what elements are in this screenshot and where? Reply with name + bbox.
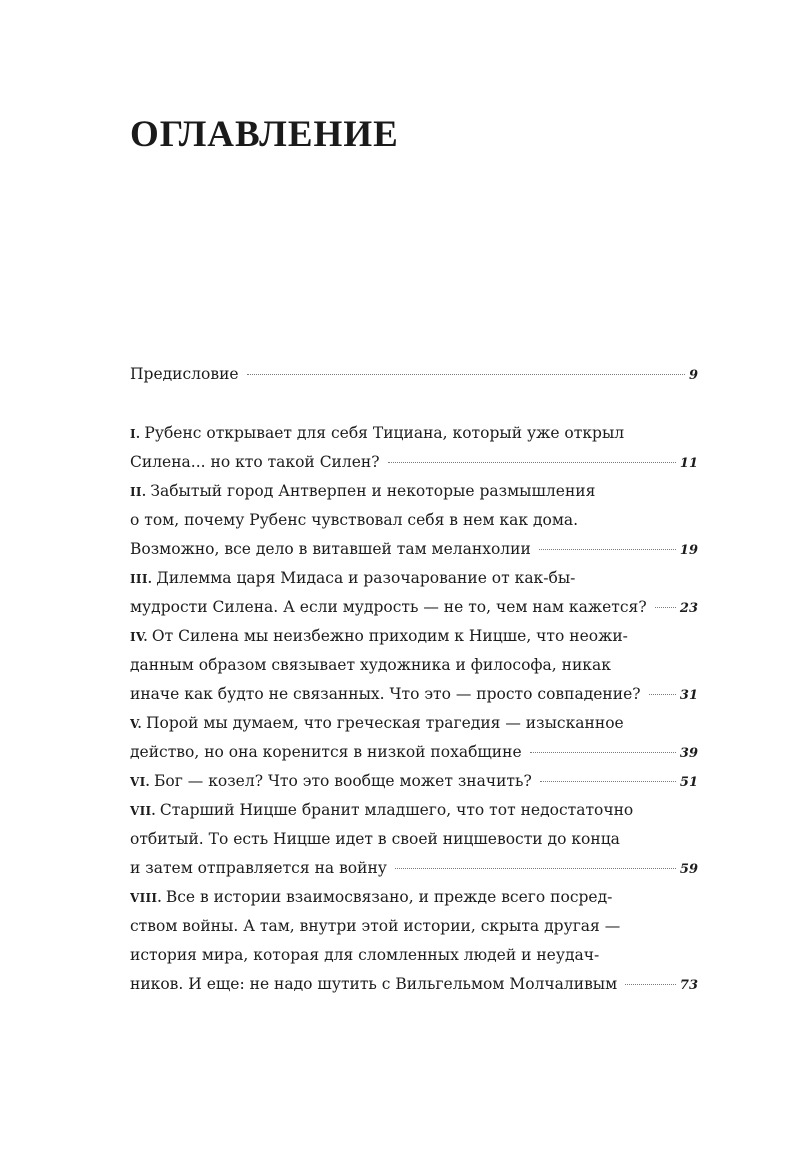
dot-leader — [247, 373, 685, 375]
toc-entry-text: действо, но она коренится в низкой похабщине — [130, 743, 522, 761]
toc-entry-line — [130, 479, 698, 503]
toc-entry-text: и затем отправляется на войну — [130, 859, 387, 877]
page-number: 23 — [679, 601, 698, 616]
toc-entry-line — [130, 711, 698, 735]
dot-leader — [625, 983, 676, 985]
chapter-number: II. — [130, 485, 147, 499]
toc-entry-line — [130, 914, 698, 938]
toc-entry-line — [130, 885, 698, 909]
toc-entry-text-content: Бог — козел? Что это вообще может значить? — [154, 772, 532, 790]
page-number: 31 — [679, 688, 698, 703]
dot-leader — [395, 867, 676, 869]
toc-entry-line — [130, 566, 698, 590]
toc-entry-text: Дилемма царя Мидаса и разочарование от как-бы- — [156, 569, 576, 587]
chapter-number: III. — [130, 572, 153, 586]
toc-entry-chapter-4[interactable] — [130, 682, 698, 706]
toc-entry-line — [130, 421, 698, 445]
toc-entry-line — [130, 624, 698, 648]
page-number: 11 — [679, 456, 698, 471]
toc-entry-text: От Силена мы неизбежно приходим к Ницше, что неожи- — [151, 627, 628, 645]
dot-leader — [540, 780, 676, 782]
chapter-number: I. — [130, 427, 141, 441]
toc-entry-text: Рубенс открывает для себя Тициана, который уже открыл — [144, 424, 625, 442]
chapter-number: VIII. — [130, 891, 162, 905]
page-number: 59 — [679, 862, 698, 877]
toc-entry-text: Возможно, все дело в витавшей там меланхолии — [130, 540, 531, 558]
toc-entry-text: данным образом связывает художника и философа, никак — [130, 656, 611, 674]
toc-entry-text: Порой мы думаем, что греческая трагедия — изысканное — [146, 714, 624, 732]
toc-entry-text: мудрости Силена. А если мудрость — не то, чем нам кажется? — [130, 598, 647, 616]
dot-leader — [530, 751, 676, 753]
toc-entry-text: отбитый. То есть Ницше идет в своей ницшевости до конца — [130, 830, 620, 848]
toc-entry-text — [130, 769, 532, 794]
page-title: ОГЛАВЛЕНИЕ — [130, 114, 399, 155]
chapter-number: V. — [130, 717, 142, 731]
page-number: 9 — [688, 368, 698, 383]
toc-entry-text: Забытый город Антверпен и некоторые размышления — [150, 482, 596, 500]
toc-entry-text: иначе как будто не связанных. Что это — просто совпадение? — [130, 685, 641, 703]
toc-entry-label: Предисловие — [130, 365, 239, 383]
chapter-number: IV. — [130, 630, 148, 644]
page-number: 39 — [679, 746, 698, 761]
toc-entry-line — [130, 943, 698, 967]
toc-entry-text: Старший Ницше бранит младшего, что тот недостаточно — [159, 801, 634, 819]
toc-entry-text: Силена... но кто такой Силен? — [130, 453, 380, 471]
dot-leader — [539, 548, 676, 550]
page-number: 73 — [679, 978, 698, 993]
toc-entry-text: история мира, которая для сломленных людей и неудач- — [130, 946, 600, 964]
toc-entry-text: ством войны. А там, внутри этой истории, скрыта другая — — [130, 917, 621, 935]
toc-entry-chapter-8[interactable] — [130, 972, 698, 996]
toc-entry-text: о том, почему Рубенс чувствовал себя в нем как дома. — [130, 511, 579, 529]
dot-leader — [655, 606, 676, 608]
toc-entry-chapter-3[interactable] — [130, 595, 698, 619]
toc-entry-chapter-2[interactable] — [130, 537, 698, 561]
page-number: 19 — [679, 543, 698, 558]
toc-entry-line — [130, 827, 698, 851]
dot-leader — [388, 461, 676, 463]
dot-leader — [649, 693, 676, 695]
toc-entry-chapter-6[interactable] — [130, 769, 698, 793]
toc-entry-line — [130, 798, 698, 822]
toc-entry-chapter-7[interactable] — [130, 856, 698, 880]
toc-entry-line — [130, 508, 698, 532]
toc-entry-line — [130, 653, 698, 677]
toc-entry-text: Все в истории взаимосвязано, и прежде всего посред- — [165, 888, 613, 906]
chapter-number: VII. — [130, 804, 156, 818]
page-number: 51 — [679, 775, 698, 790]
chapter-number: VI. — [130, 775, 151, 789]
toc-entry-text: ников. И еще: не надо шутить с Вильгельмом Молчаливым — [130, 975, 618, 993]
toc-entry-preface[interactable] — [130, 362, 698, 386]
toc-entry-chapter-5[interactable] — [130, 740, 698, 764]
toc-entry-chapter-1[interactable] — [130, 450, 698, 474]
